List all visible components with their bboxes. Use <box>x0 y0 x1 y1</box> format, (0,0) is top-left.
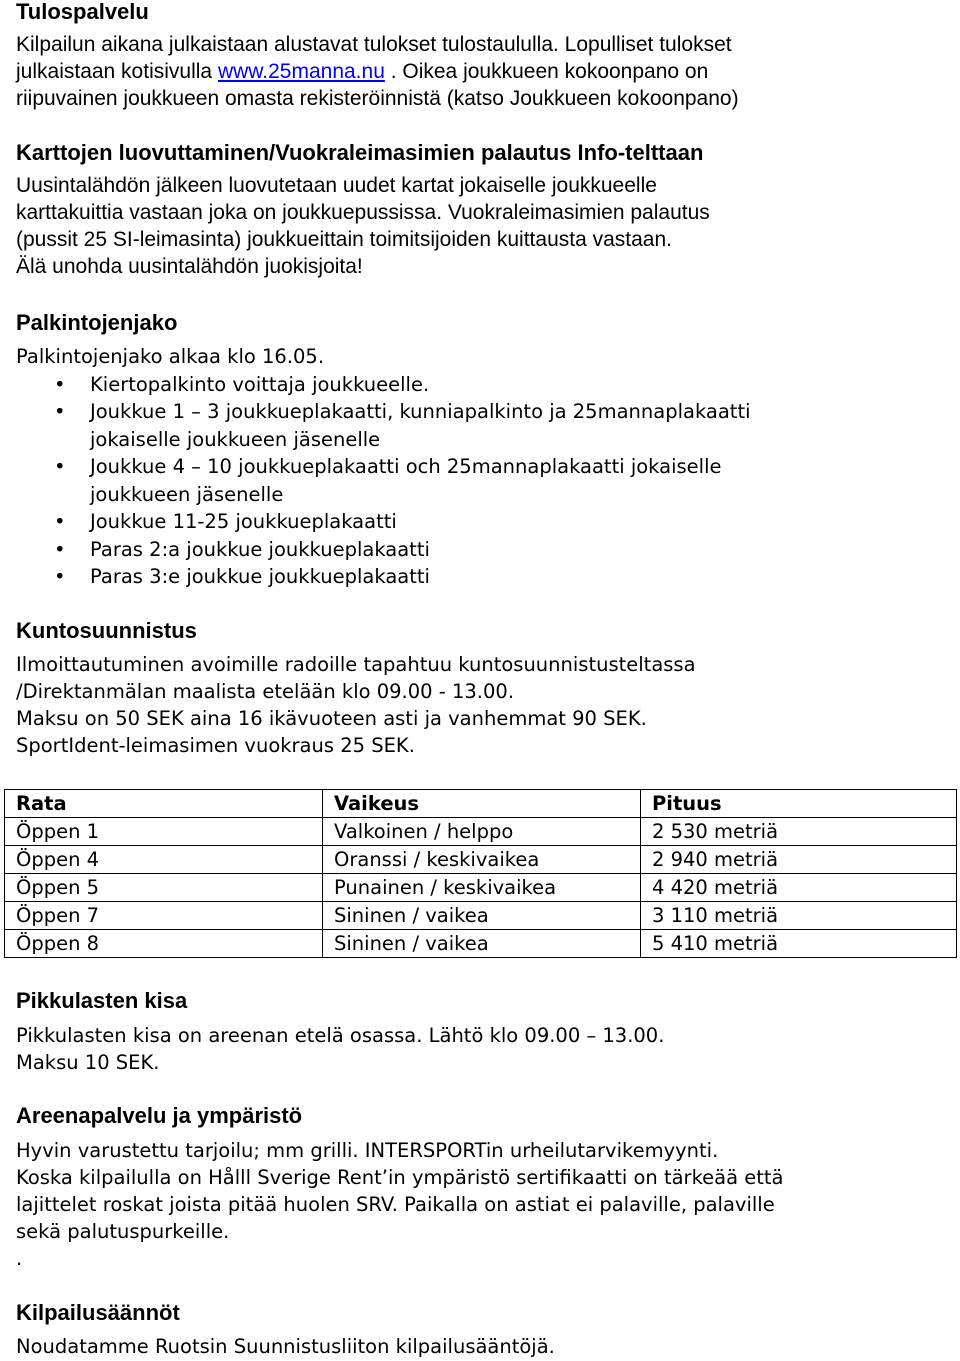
prizes-section <box>16 343 946 591</box>
fitness-line: Ilmoittautuminen avoimille radoille tapahtuu kuntosuunnistusteltassa <box>16 653 696 676</box>
kids-heading: Pikkulasten kisa <box>16 988 188 1013</box>
rules-line: Noudatamme Ruotsin Suunnistusliiton kilpailusääntöjä. <box>16 1335 555 1358</box>
prize-list-item: • Kiertopalkinto voittaja joukkueelle. <box>16 371 946 399</box>
arena-paragraph <box>16 1137 946 1272</box>
website-link[interactable]: www.25manna.nu <box>217 60 385 83</box>
prize-list-item: • Joukkue 11-25 joukkueplakaatti <box>16 508 946 536</box>
prize-line: Joukkue 1 – 3 joukkueplakaatti, kunniapalkinto ja 25mannaplakaatti <box>90 400 751 423</box>
courses-table <box>4 789 957 958</box>
maps-line: karttakuittia vastaan joka on joukkuepussissa. Vuokraleimasimien palautus <box>16 201 710 224</box>
prize-list-item: • Paras 3:e joukkue joukkueplakaatti <box>16 563 946 591</box>
arena-heading: Areenapalvelu ja ympäristö <box>16 1103 303 1128</box>
prize-list-item <box>16 453 946 508</box>
table-row <box>5 930 957 958</box>
table-row <box>5 846 957 874</box>
results-line-text: . Oikea joukkueen kokoonpano on <box>384 60 709 83</box>
prizes-heading: Palkintojenjako <box>16 310 178 335</box>
table-header-cell: Rata <box>5 790 323 818</box>
table-cell: 4 420 metriä <box>641 874 957 902</box>
table-cell: 5 410 metriä <box>641 930 957 958</box>
results-line: riipuvainen joukkueen omasta rekisteröinnistä (katso Joukkueen kokoonpano) <box>16 87 739 110</box>
table-cell: Öppen 4 <box>5 846 323 874</box>
prize-line: jokaiselle joukkueen jäsenelle <box>90 427 381 451</box>
prize-list-item <box>16 398 946 453</box>
results-heading: Tulospalvelu <box>16 0 149 24</box>
table-cell: 3 110 metriä <box>641 902 957 930</box>
maps-paragraph <box>16 172 710 280</box>
table-cell: Sininen / vaikea <box>323 930 641 958</box>
table-header-cell: Pituus <box>641 790 957 818</box>
results-line-text: julkaistaan kotisivulla <box>16 60 218 83</box>
fitness-line: SportIdent-leimasimen vuokraus 25 SEK. <box>16 734 415 757</box>
table-header-cell: Vaikeus <box>323 790 641 818</box>
table-cell: Punainen / keskivaikea <box>323 874 641 902</box>
fitness-paragraph <box>16 651 946 759</box>
arena-line: lajittelet roskat joista pitää huolen SRV. Paikalla on astiat ei palaville, palaville <box>16 1193 775 1216</box>
maps-heading: Karttojen luovuttaminen/Vuokraleimasimien palautus Info-telttaan <box>16 140 704 165</box>
kids-line: Pikkulasten kisa on areenan etelä osassa. Lähtö klo 09.00 – 13.00. <box>16 1024 665 1047</box>
table-header-row <box>5 790 957 818</box>
table-cell: 2 530 metriä <box>641 818 957 846</box>
arena-line: Koska kilpailulla on Hålll Sverige Rent’in ympäristö sertifikaatti on tärkeää että <box>16 1166 784 1189</box>
prize-line: Joukkue 4 – 10 joukkueplakaatti och 25mannaplakaatti jokaiselle <box>90 455 722 478</box>
table-cell: Öppen 1 <box>5 818 323 846</box>
prize-list-item: • Paras 2:a joukkue joukkueplakaatti <box>16 536 946 564</box>
fitness-line: /Direktanmälan maalista etelään klo 09.00 - 13.00. <box>16 680 515 703</box>
maps-line: Uusintalähdön jälkeen luovutetaan uudet kartat jokaiselle joukkueelle <box>16 174 657 197</box>
table-cell: Öppen 7 <box>5 902 323 930</box>
results-line: Kilpailun aikana julkaistaan alustavat tulokset tulostaululla. Lopulliset tulokset <box>16 33 732 56</box>
table-cell: Sininen / vaikea <box>323 902 641 930</box>
table-cell: Öppen 5 <box>5 874 323 902</box>
table-cell: 2 940 metriä <box>641 846 957 874</box>
prize-line: joukkueen jäsenelle <box>90 482 284 506</box>
prizes-intro: Palkintojenjako alkaa klo 16.05. <box>16 345 325 368</box>
maps-line: Älä unohda uusintalähdön juokisjoita! <box>16 255 363 278</box>
table-row <box>5 902 957 930</box>
table-row <box>5 874 957 902</box>
prizes-list <box>16 371 946 591</box>
results-line <box>16 58 956 85</box>
kids-line: Maksu 10 SEK. <box>16 1051 160 1074</box>
arena-line: . <box>16 1247 23 1270</box>
table-cell: Valkoinen / helppo <box>323 818 641 846</box>
arena-line: sekä palutuspurkeille. <box>16 1220 230 1243</box>
results-paragraph <box>16 31 956 112</box>
fitness-line: Maksu on 50 SEK aina 16 ikävuoteen asti ja vanhemmat 90 SEK. <box>16 707 647 730</box>
table-cell: Öppen 8 <box>5 930 323 958</box>
table-row <box>5 818 957 846</box>
fitness-heading: Kuntosuunnistus <box>16 618 197 643</box>
rules-heading: Kilpailusäännöt <box>16 1300 180 1325</box>
maps-line: (pussit 25 SI-leimasinta) joukkueittain toimitsijoiden kuittausta vastaan. <box>16 228 672 251</box>
table-cell: Oranssi / keskivaikea <box>323 846 641 874</box>
arena-line: Hyvin varustettu tarjoilu; mm grilli. INTERSPORTin urheilutarvikemyynti. <box>16 1139 719 1162</box>
kids-paragraph <box>16 1022 946 1076</box>
